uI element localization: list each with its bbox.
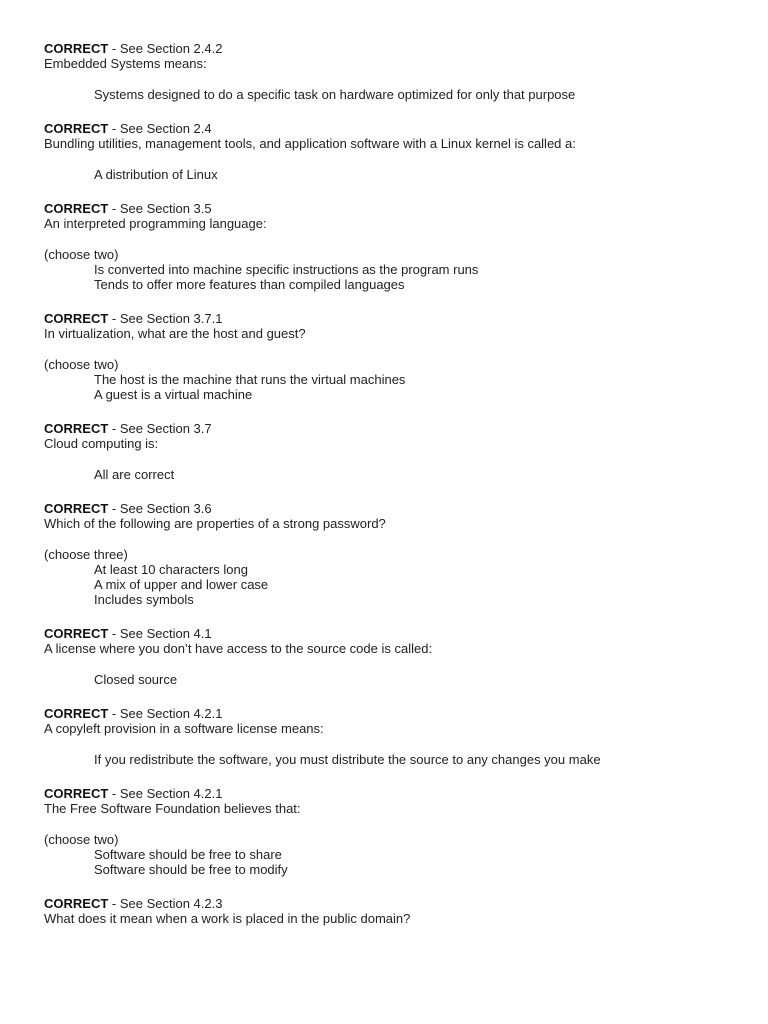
question-block [44, 311, 748, 402]
result-header [44, 421, 748, 436]
section-reference: - See Section 2.4 [108, 121, 212, 136]
section-reference: - See Section 4.1 [108, 626, 212, 641]
choose-hint: (choose two) [44, 832, 119, 847]
correct-label: CORRECT [44, 41, 109, 56]
spacer [44, 656, 748, 672]
answer-text: All are correct [94, 467, 175, 482]
result-header [44, 786, 748, 801]
question-block [44, 501, 748, 607]
answer-text: Is converted into machine specific instructions as the program runs [94, 262, 479, 277]
question-block [44, 201, 748, 292]
spacer [44, 151, 748, 167]
question-text: What does it mean when a work is placed in the public domain? [44, 911, 411, 926]
correct-label: CORRECT [44, 501, 109, 516]
answer-text: Tends to offer more features than compiled languages [94, 277, 405, 292]
spacer [44, 451, 748, 467]
question-text: Which of the following are properties of a strong password? [44, 516, 386, 531]
answer-text: A distribution of Linux [94, 167, 218, 182]
answer-text: A mix of upper and lower case [94, 577, 269, 592]
answer-text: Software should be free to share [94, 847, 282, 862]
answer-text: The host is the machine that runs the virtual machines [94, 372, 406, 387]
choose-hint: (choose two) [44, 247, 119, 262]
question-text: A copyleft provision in a software license means: [44, 721, 324, 736]
question-block [44, 421, 748, 482]
result-header [44, 501, 748, 516]
section-reference: - See Section 3.5 [108, 201, 212, 216]
spacer [44, 736, 748, 752]
question-block [44, 41, 748, 102]
question-text: Cloud computing is: [44, 436, 159, 451]
correct-label: CORRECT [44, 626, 109, 641]
question-text: An interpreted programming language: [44, 216, 267, 231]
spacer [44, 816, 748, 832]
result-header [44, 201, 748, 216]
section-reference: - See Section 4.2.3 [108, 896, 223, 911]
answer-text: Systems designed to do a specific task on hardware optimized for only that purpose [94, 87, 576, 102]
spacer [44, 531, 748, 547]
correct-label: CORRECT [44, 786, 109, 801]
answer-text: At least 10 characters long [94, 562, 248, 577]
spacer [44, 341, 748, 357]
correct-label: CORRECT [44, 896, 109, 911]
question-block [44, 786, 748, 877]
answer-text: Closed source [94, 672, 178, 687]
question-block [44, 626, 748, 687]
question-text: In virtualization, what are the host and guest? [44, 326, 306, 341]
section-reference: - See Section 3.6 [108, 501, 212, 516]
question-text: Embedded Systems means: [44, 56, 207, 71]
result-header [44, 121, 748, 136]
question-text: Bundling utilities, management tools, and application software with a Linux kernel is called a: [44, 136, 576, 151]
choose-hint: (choose three) [44, 547, 128, 562]
spacer [44, 71, 748, 87]
answer-text: Software should be free to modify [94, 862, 288, 877]
correct-label: CORRECT [44, 201, 109, 216]
question-text: A license where you don’t have access to the source code is called: [44, 641, 433, 656]
answer-text: A guest is a virtual machine [94, 387, 253, 402]
spacer [44, 231, 748, 247]
section-reference: - See Section 4.2.1 [108, 786, 223, 801]
answer-text: If you redistribute the software, you must distribute the source to any changes you make [94, 752, 601, 767]
choose-hint: (choose two) [44, 357, 119, 372]
result-header [44, 41, 748, 56]
section-reference: - See Section 2.4.2 [108, 41, 223, 56]
quiz-results-page [44, 41, 748, 945]
question-block [44, 121, 748, 182]
correct-label: CORRECT [44, 706, 109, 721]
result-header [44, 706, 748, 721]
result-header [44, 896, 748, 911]
question-block [44, 706, 748, 767]
correct-label: CORRECT [44, 421, 109, 436]
section-reference: - See Section 3.7.1 [108, 311, 223, 326]
result-header [44, 311, 748, 326]
correct-label: CORRECT [44, 311, 109, 326]
section-reference: - See Section 3.7 [108, 421, 212, 436]
question-block [44, 896, 748, 926]
question-text: The Free Software Foundation believes that: [44, 801, 301, 816]
section-reference: - See Section 4.2.1 [108, 706, 223, 721]
answer-text: Includes symbols [94, 592, 194, 607]
result-header [44, 626, 748, 641]
correct-label: CORRECT [44, 121, 109, 136]
